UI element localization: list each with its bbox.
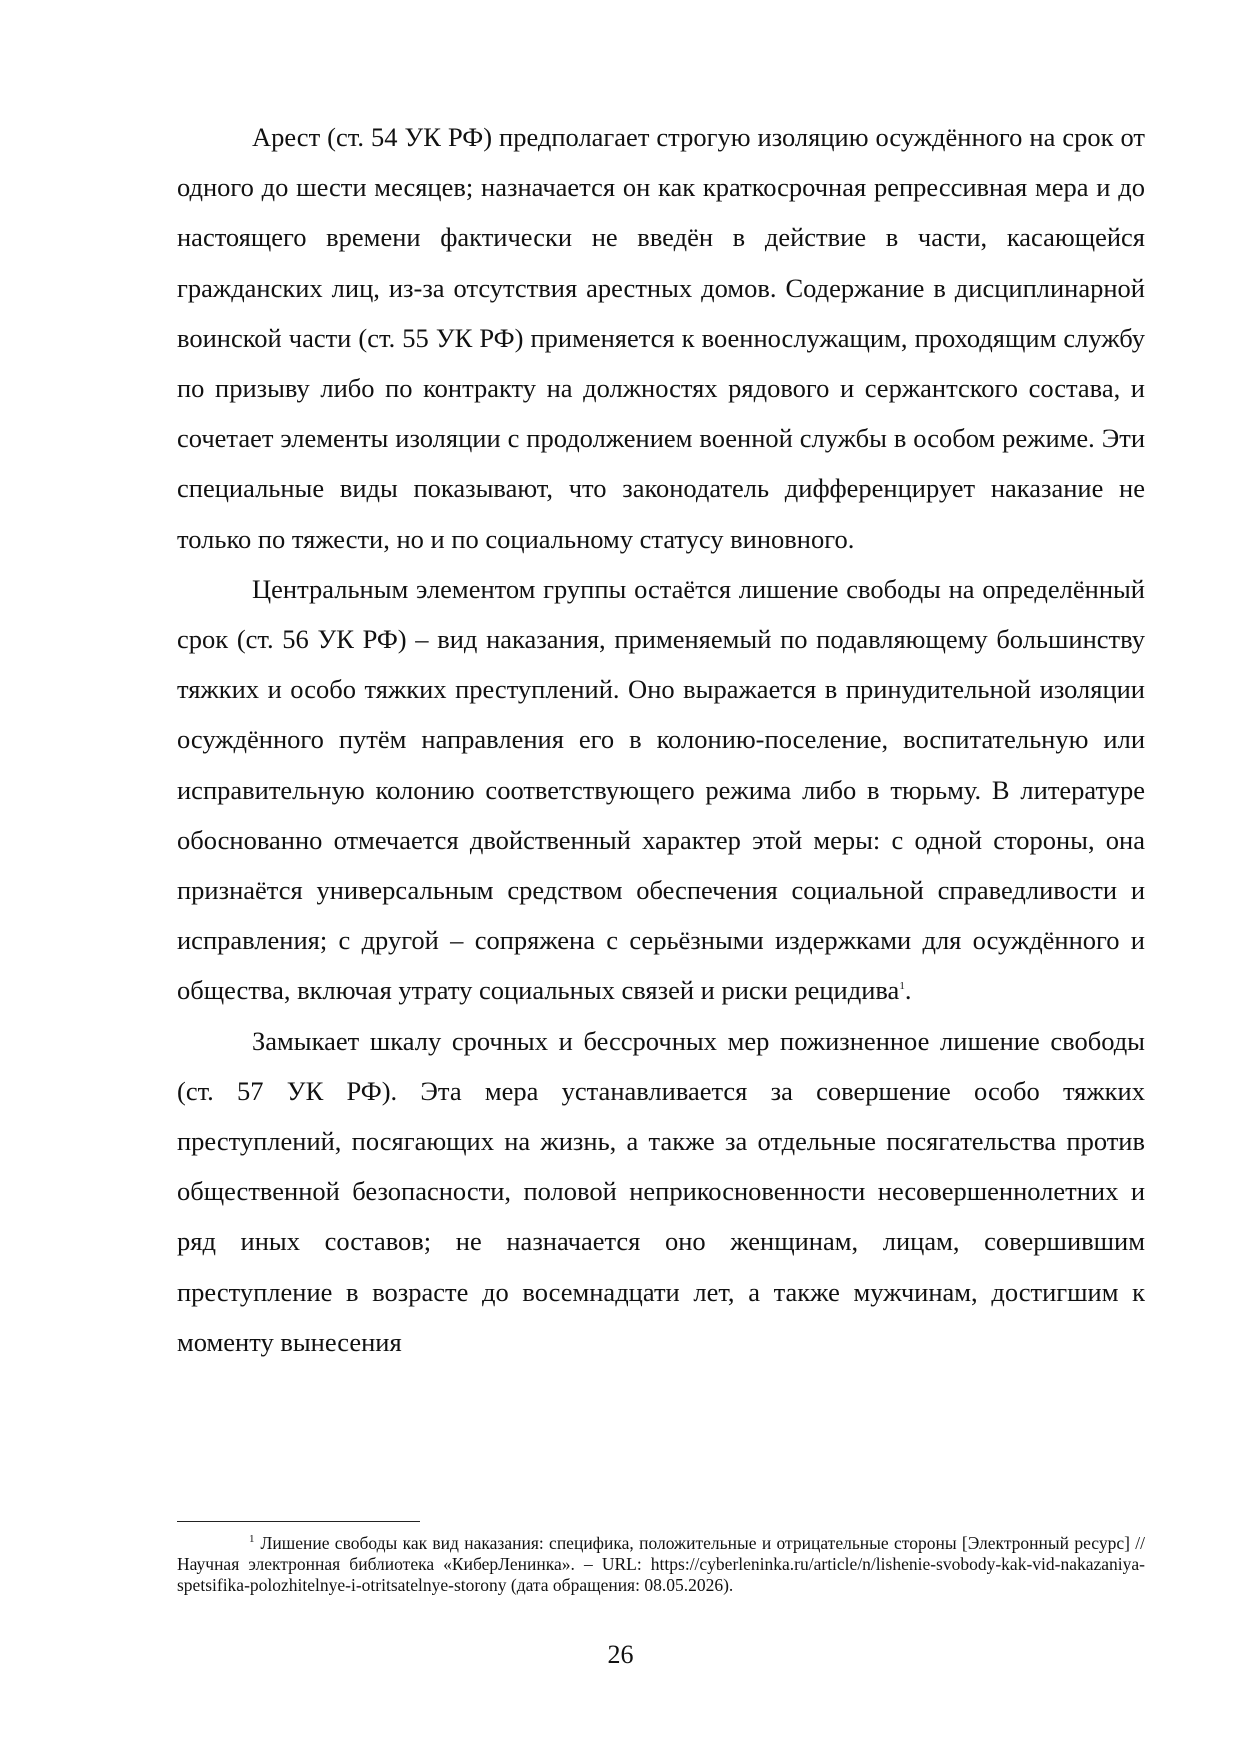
- document-body: [177, 112, 1145, 1367]
- footnote-area: [177, 1521, 1145, 1596]
- footnote-reference[interactable]: 1: [899, 980, 905, 993]
- paragraph: [177, 564, 1145, 1016]
- footnote: [177, 1533, 1145, 1596]
- footnote-separator: [177, 1521, 420, 1522]
- paragraph-text: Центральным элементом группы остаётся лишение свободы на определённый срок (ст. 56 УК РФ) – вид наказания, применяемый по подавляющему большинству тяжких и особо тяжких преступлений. Оно выражается в принудительной изоляции осуждённого путём направления его в колонию-поселение, воспитательную или исправительную колонию соответствующего режима либо в тюрьму. В литературе обоснованно отмечается двойственный характер этой меры: с одной стороны, она признаётся универсальным средством обеспечения социальной справедливости и исправления; с другой – сопряжена с серьёзными издержками для осуждённого и общества, включая утрату социальных связей и риски рецидива: [177, 573, 1145, 1006]
- paragraph: [177, 112, 1145, 564]
- footnote-number: 1: [249, 1533, 255, 1546]
- page-number: 26: [607, 1640, 634, 1669]
- paragraph-text-end: .: [904, 975, 912, 1006]
- footnote-text: Лишение свободы как вид наказания: специфика, положительные и отрицательные стороны [Электронный ресурс] // Научная электронная библиотека «КиберЛенинка». – URL: https://cyberleninka.ru/article/n/lishenie-svobody-kak-vid-nakazaniya-spetsifika-polozhitelnye-i-otritsatelnye-storony (дата обращения: 08.05.2026).: [177, 1533, 1145, 1595]
- paragraph-text: Арест (ст. 54 УК РФ) предполагает строгую изоляцию осуждённого на срок от одного до шести месяцев; назначается он как краткосрочная репрессивная мера и до настоящего времени фактически не введён в действие в части, касающейся гражданских лиц, из-за отсутствия арестных домов. Содержание в дисциплинарной воинской части (ст. 55 УК РФ) применяется к военнослужащим, проходящим службу по призыву либо по контракту на должностях рядового и сержантского состава, и сочетает элементы изоляции с продолжением военной службы в особом режиме. Эти специальные виды показывают, что законодатель дифференцирует наказание не только по тяжести, но и по социальному статусу виновного.: [177, 122, 1145, 554]
- paragraph-text: Замыкает шкалу срочных и бессрочных мер пожизненное лишение свободы (ст. 57 УК РФ). Эта мера устанавливается за совершение особо тяжких преступлений, посягающих на жизнь, а также за отдельные посягательства против общественной безопасности, половой неприкосновенности несовершеннолетних и ряд иных составов; не назначается оно женщинам, лицам, совершившим преступление в возрасте до восемнадцати лет, а также мужчинам, достигшим к моменту вынесения: [177, 1025, 1145, 1357]
- paragraph: [177, 1016, 1145, 1367]
